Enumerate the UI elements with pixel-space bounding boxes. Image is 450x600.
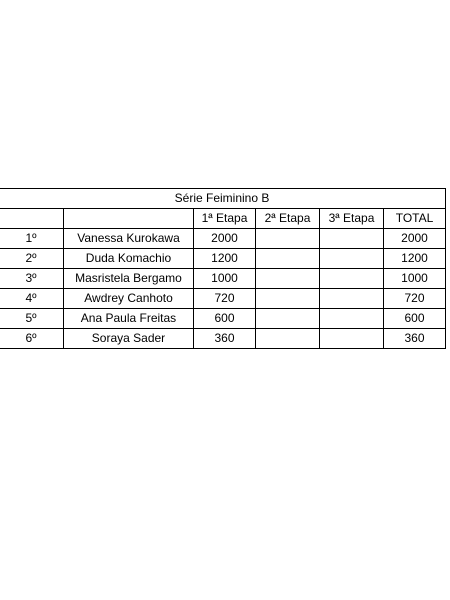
cell-etapa-1: 600 xyxy=(194,309,256,329)
header-total: TOTAL xyxy=(384,209,446,229)
cell-name: Masristela Bergamo xyxy=(64,269,194,289)
cell-etapa-2 xyxy=(256,309,320,329)
header-name xyxy=(64,209,194,229)
header-etapa-3: 3ª Etapa xyxy=(320,209,384,229)
header-etapa-1: 1ª Etapa xyxy=(194,209,256,229)
table-header-row xyxy=(0,209,446,229)
cell-position: 1º xyxy=(0,229,64,249)
cell-etapa-2 xyxy=(256,249,320,269)
table-row xyxy=(0,229,446,249)
header-etapa-2: 2ª Etapa xyxy=(256,209,320,229)
cell-total: 360 xyxy=(384,329,446,349)
cell-etapa-1: 1000 xyxy=(194,269,256,289)
cell-total: 2000 xyxy=(384,229,446,249)
cell-name: Vanessa Kurokawa xyxy=(64,229,194,249)
cell-etapa-1: 360 xyxy=(194,329,256,349)
header-position xyxy=(0,209,64,229)
cell-etapa-3 xyxy=(320,269,384,289)
table-row xyxy=(0,309,446,329)
cell-position: 5º xyxy=(0,309,64,329)
cell-etapa-2 xyxy=(256,229,320,249)
cell-total: 1000 xyxy=(384,269,446,289)
cell-name: Ana Paula Freitas xyxy=(64,309,194,329)
cell-name: Soraya Sader xyxy=(64,329,194,349)
table-row xyxy=(0,289,446,309)
cell-total: 1200 xyxy=(384,249,446,269)
table-row xyxy=(0,269,446,289)
cell-etapa-2 xyxy=(256,269,320,289)
cell-etapa-3 xyxy=(320,229,384,249)
table-title: Série Feiminino B xyxy=(0,189,446,209)
cell-etapa-1: 1200 xyxy=(194,249,256,269)
cell-etapa-2 xyxy=(256,329,320,349)
cell-total: 600 xyxy=(384,309,446,329)
cell-position: 3º xyxy=(0,269,64,289)
cell-etapa-3 xyxy=(320,309,384,329)
table-row xyxy=(0,329,446,349)
cell-position: 6º xyxy=(0,329,64,349)
cell-etapa-3 xyxy=(320,249,384,269)
ranking-table xyxy=(0,188,446,349)
cell-position: 2º xyxy=(0,249,64,269)
cell-etapa-2 xyxy=(256,289,320,309)
cell-position: 4º xyxy=(0,289,64,309)
cell-etapa-3 xyxy=(320,329,384,349)
cell-name: Awdrey Canhoto xyxy=(64,289,194,309)
cell-etapa-1: 2000 xyxy=(194,229,256,249)
cell-etapa-3 xyxy=(320,289,384,309)
cell-name: Duda Komachio xyxy=(64,249,194,269)
cell-total: 720 xyxy=(384,289,446,309)
table-title-row xyxy=(0,189,446,209)
cell-etapa-1: 720 xyxy=(194,289,256,309)
table-row xyxy=(0,249,446,269)
